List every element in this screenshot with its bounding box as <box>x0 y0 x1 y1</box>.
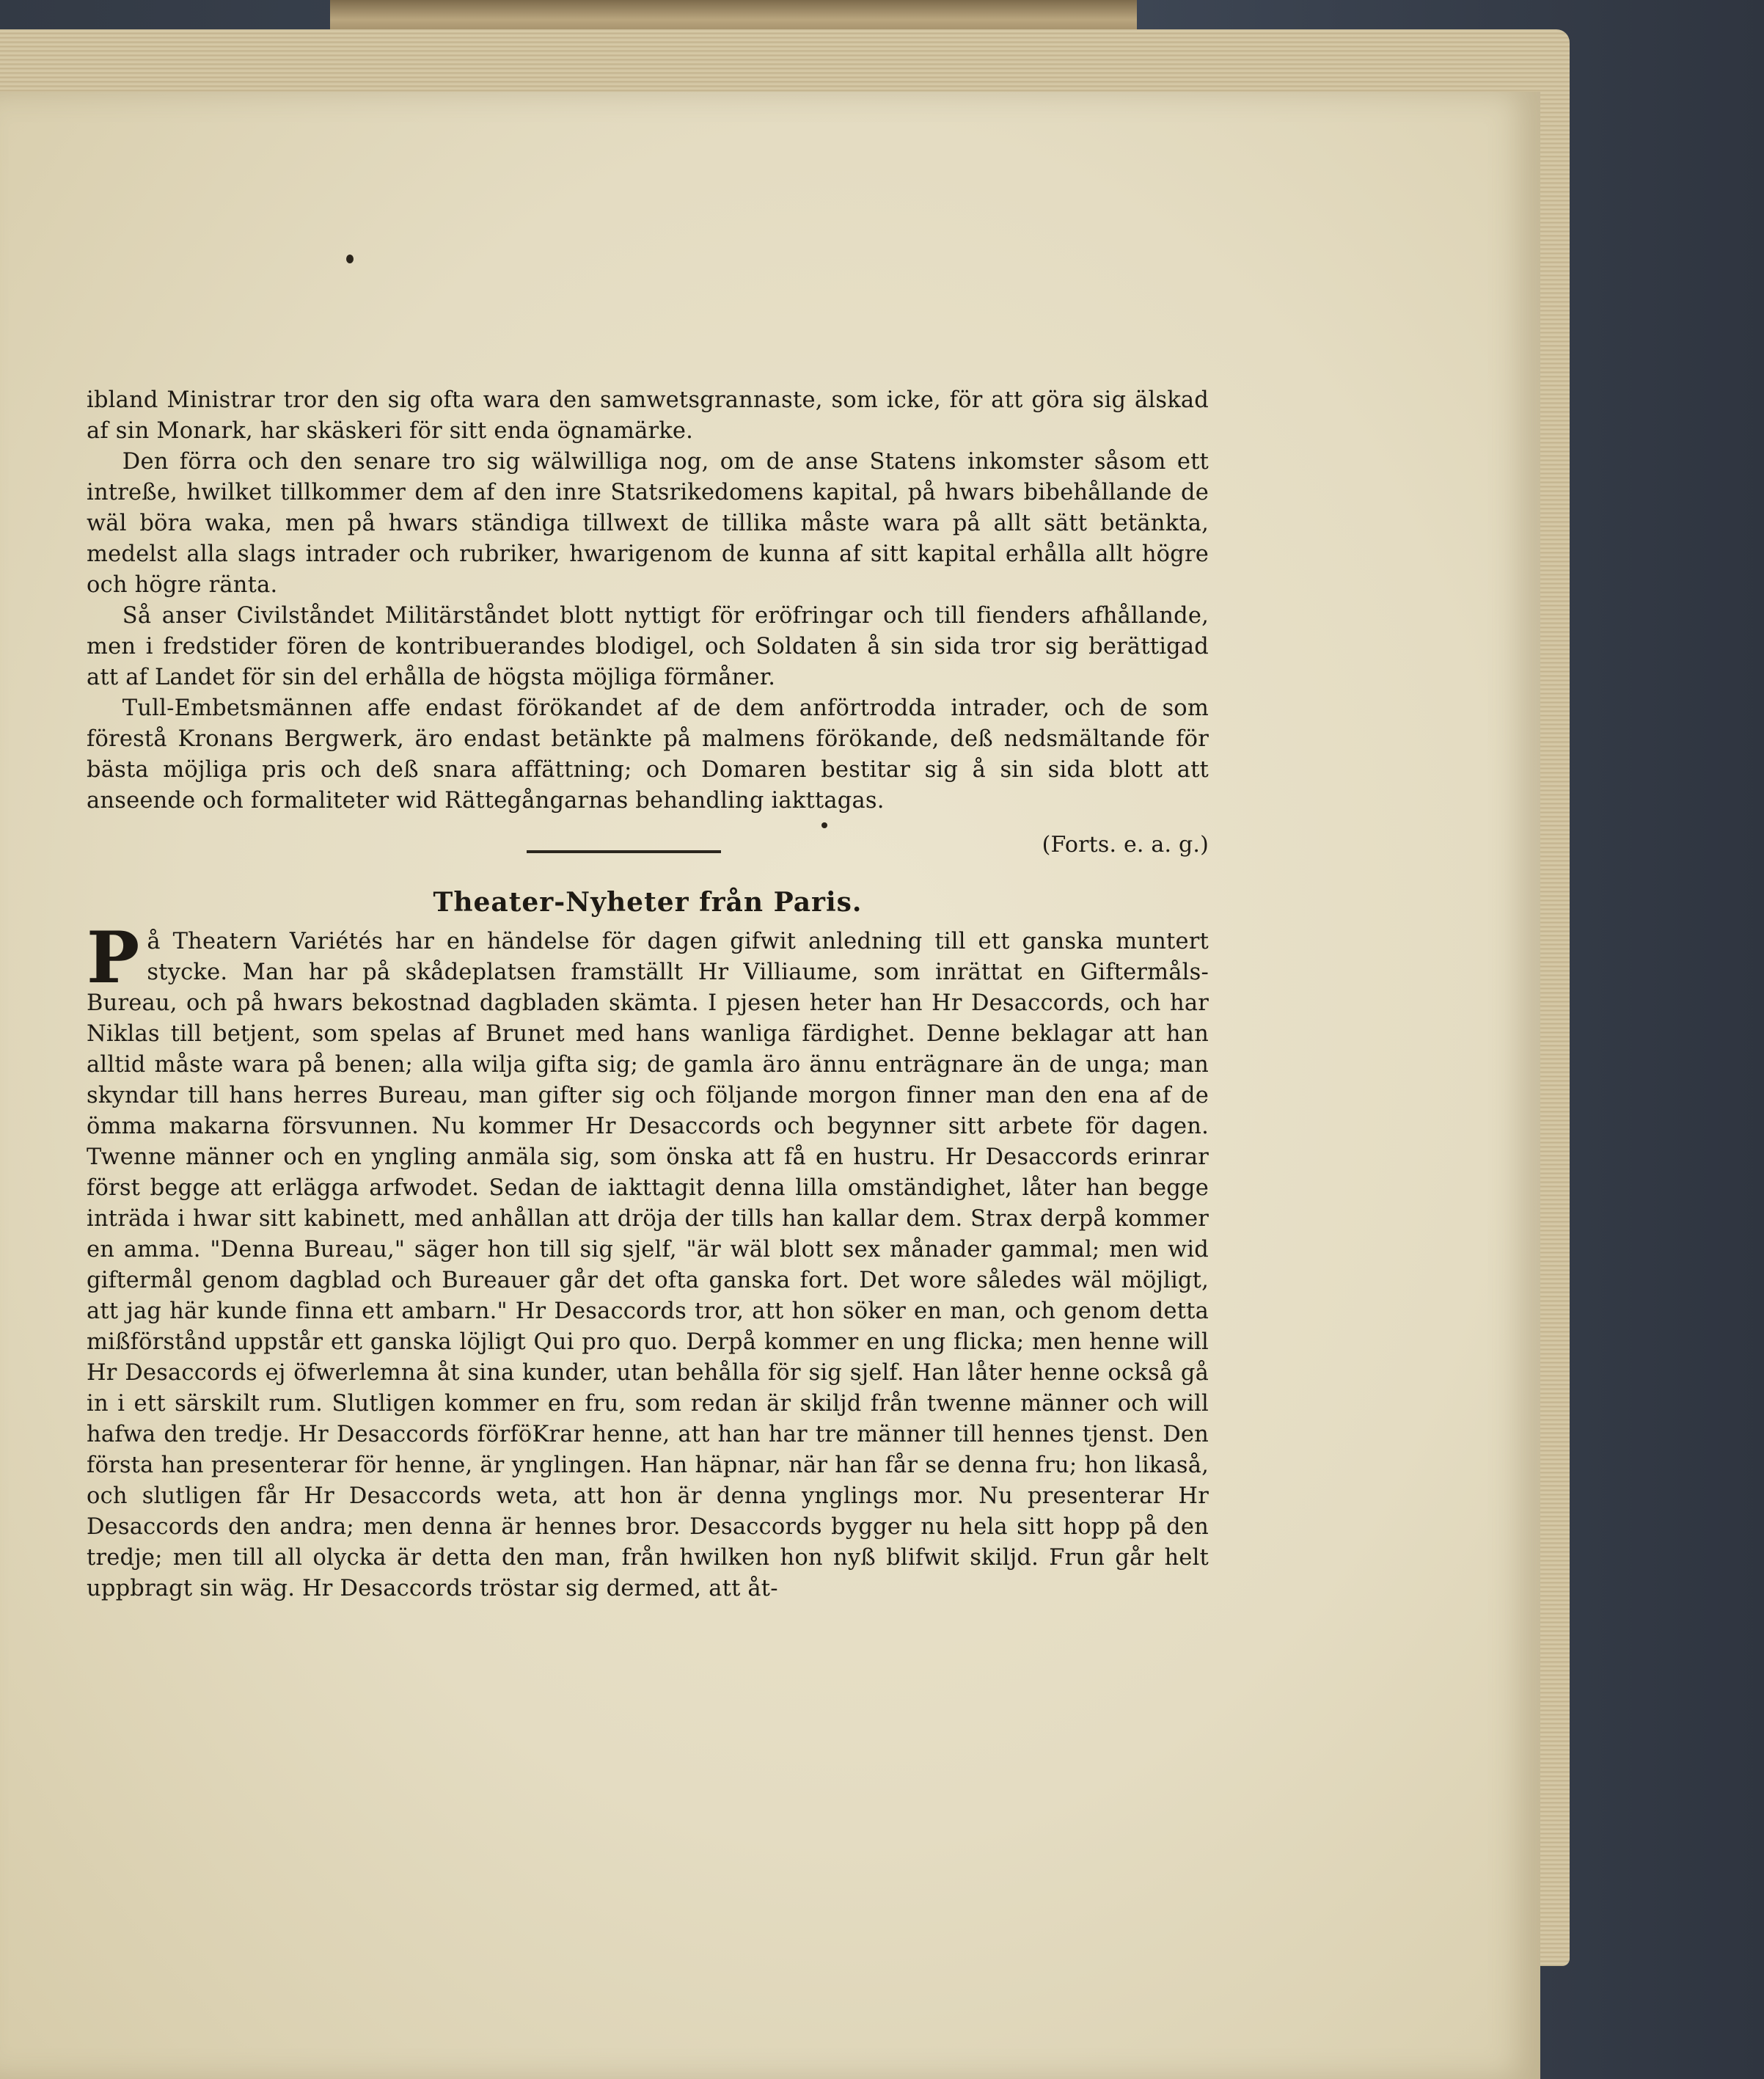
section-separator <box>87 824 1209 871</box>
book-page <box>0 92 1540 2079</box>
paragraph: Tull-Embetsmännen affe endast förökandet af de dem anförtrodda intrader, och de som förestå Kronans Bergwerk, äro endast betänkte på malmens förökande, deß nedsmältande för bästa möjliga pris och deß snara affättning; och Domaren bestitar sig å sin sida blott att anseende och formaliteter wid Rättegångarnas behandling iakttagas. <box>87 695 1209 814</box>
paragraph: ibland Ministrar tror den sig ofta wara den samwetsgrannaste, som icke, för att göra sig älskad af sin Monark, har skäskeri för sitt enda ögnamärke. <box>87 387 1209 444</box>
continuation-note: (Forts. e. a. g.) <box>1042 832 1209 858</box>
article-body <box>87 916 1209 1604</box>
ink-speck <box>346 255 354 263</box>
article-body-text: å Theatern Variétés har en händelse för dagen gifwit anledning till ett ganska muntert stycke. Man har på skådeplatsen framställt Hr Villiaume, som inrättat en Giftermåls-Bureau, och på hwars bekostnad dagbladen skämta. I pjesen heter han Hr Desaccords, och har Niklas till betjent, som spelas af Brunet med hans wanliga färdighet. Denne beklagar att han alltid måste wara på benen; alla wilja gifta sig; de gamla äro ännu enträgnare än de unga; man skyndar till hans herres Bureau, man gifter sig och följande morgon finner man den ena af de ömma makarna försvunnen. Nu kommer Hr Desaccords och begynner sitt arbete för dagen. Twenne männer och en yngling anmäla sig, som önska att få en hustru. Hr Desaccords erinrar först begge att erlägga arfwodet. Sedan de iakttagit denna lilla omständighet, låter han begge inträda i hwar sitt kabinett, med anhållan att dröja der tills han kallar dem. Strax derpå kommer en amma. "Denna Bureau," säger hon till sig sjelf, "är wäl blott sex månader gammal; men wid giftermål genom dagblad och Bureauer går det ofta ganska fort. Det wore således wäl möjligt, att jag här kunde finna ett ambarn." Hr Desaccords tror, att hon söker en man, och genom detta mißförstånd uppstår ett ganska löjligt Qui pro quo. Derpå kommer en ung flicka; men henne will Hr Desaccords ej öfwerlemna åt sina kunder, utan behålla för sig sjelf. Han låter henne också gå in i ett särskilt rum. Slutligen kommer en fru, som redan är skiljd från twenne männer och will hafwa den tredje. Hr Desaccords förföKrar henne, att han har tre männer till hennes tjenst. Den första han presenterar för henne, är ynglingen. Han häpnar, när han får se denna fru; hon likaså, och slutligen får Hr Desaccords weta, att hon är denna ynglings mor. Nu presenterar Hr Desaccords den andra; men denna är hennes bror. Desaccords bygger nu hela sitt hopp på den tredje; men till all olycka är detta den man, från hwilken hon nyß blifwit skiljd. Frun går helt uppbragt sin wäg. Hr Desaccords tröstar sig dermed, att åt- <box>87 929 1209 1601</box>
text-block <box>87 385 1209 1604</box>
paragraph: Så anser Civilståndet Militärståndet blott nyttigt för eröfringar och till fienders afhållande, men i fredstider fören de kontribuerandes blodigel, och Soldaten å sin sida tror sig berättigad att af Landet för sin del erhålla de högsta möjliga förmåner. <box>87 603 1209 690</box>
drop-cap: P <box>87 916 140 999</box>
article-title: Theater-Nyheter från Paris. <box>433 887 863 918</box>
separator-rule <box>527 850 721 853</box>
paragraph: Den förra och den senare tro sig wälwilliga nog, om de anse Statens inkomster såsom ett intreße, hwilket tillkommer dem af den inre Statsrikedomens kapital, på hwars bibehållande de wäl böra waka, men på hwars ständiga tillwext de tillika måste wara på allt sätt betänkta, medelst alla slags intrader och rubriker, hwarigenom de kunna af sitt kapital erhålla allt högre och högre ränta. <box>87 449 1209 598</box>
